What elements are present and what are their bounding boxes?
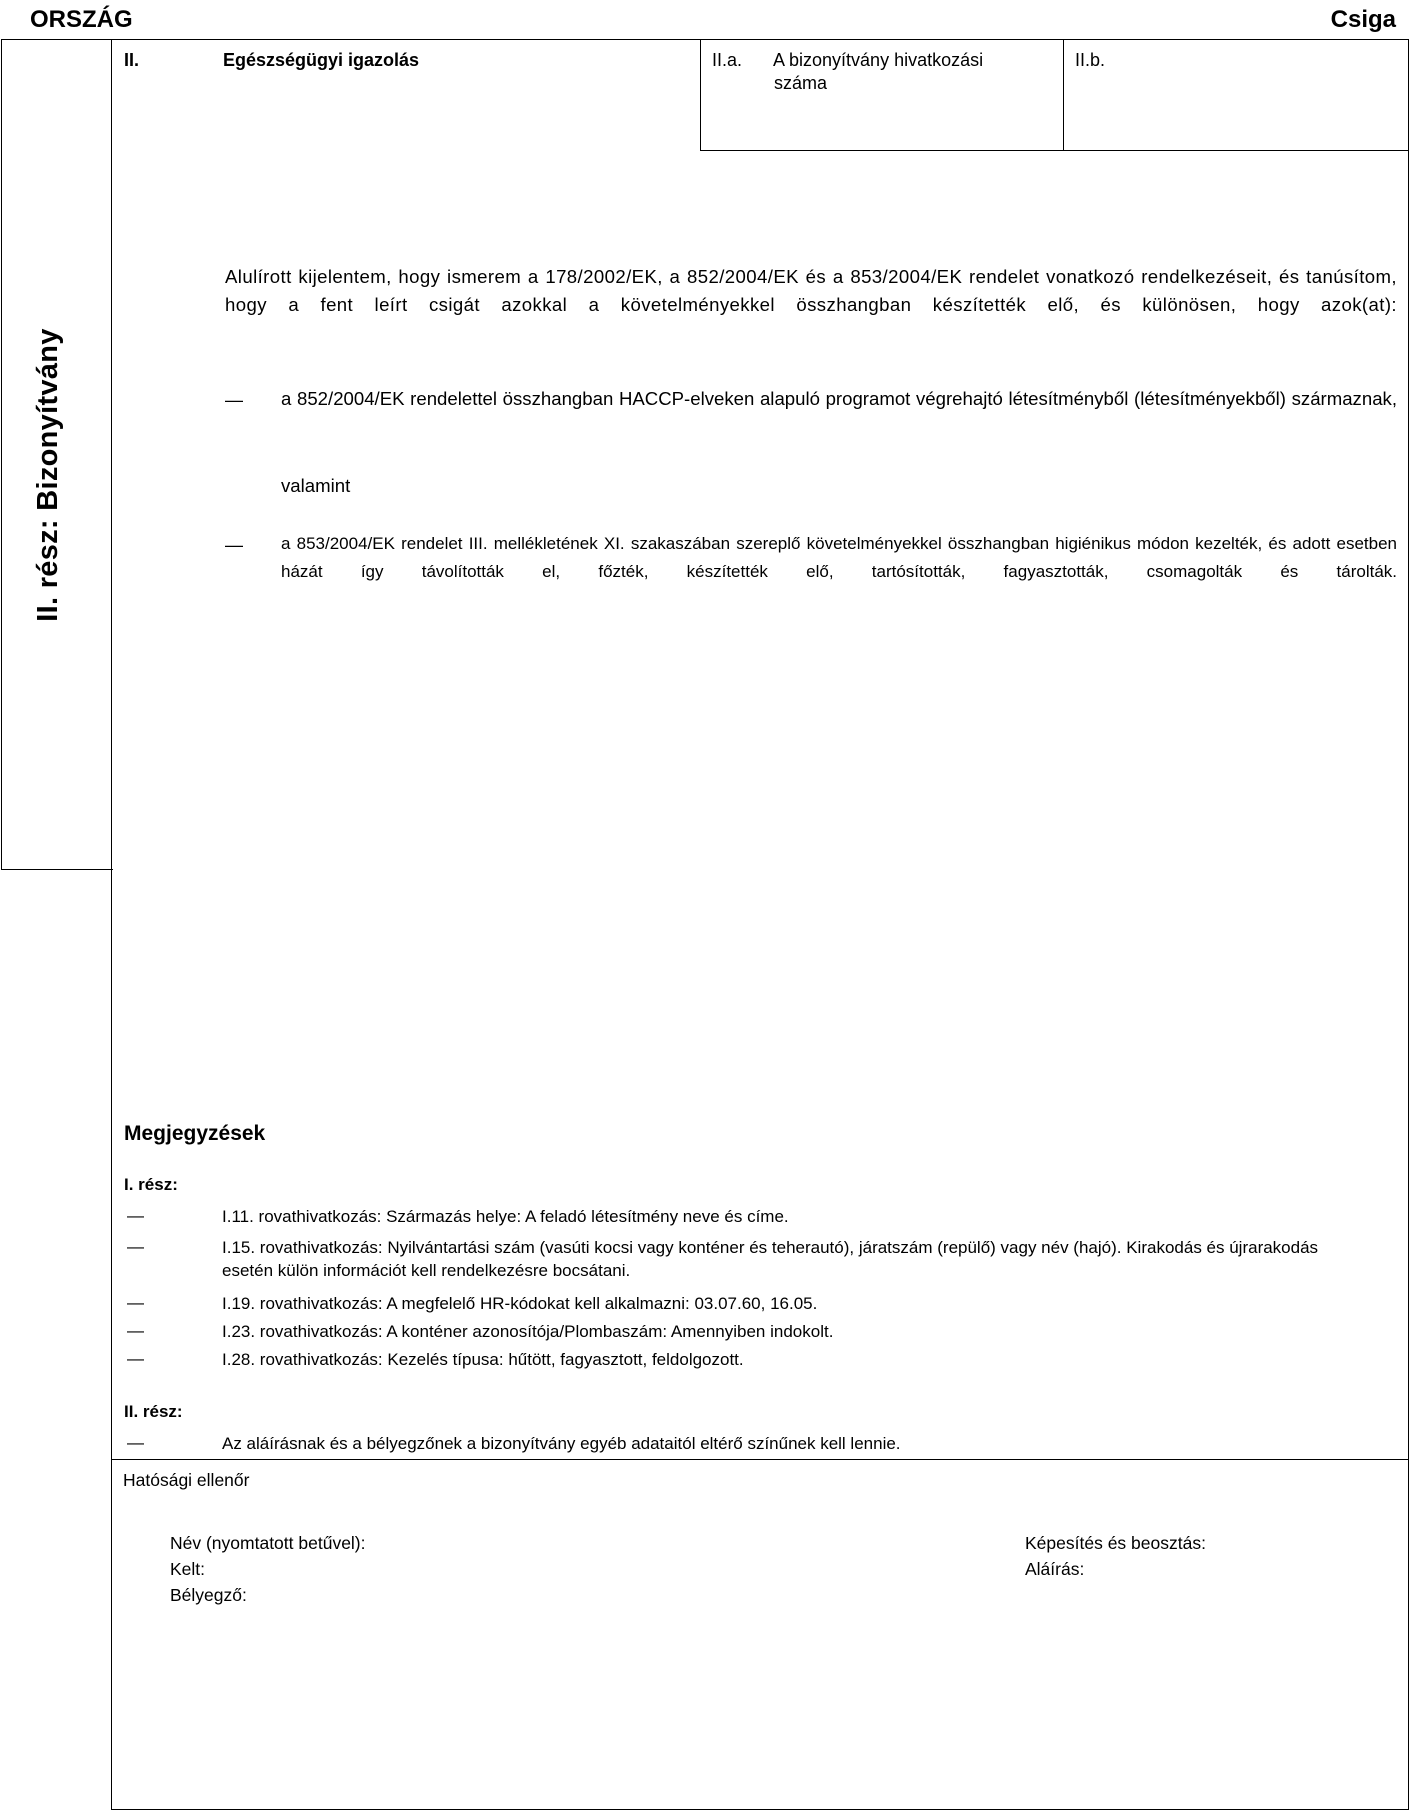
note-dash: —	[127, 1206, 144, 1225]
note-dash: —	[127, 1433, 144, 1452]
stamp-label: Bélyegző:	[170, 1585, 247, 1605]
notes-title: Megjegyzések	[124, 1122, 266, 1145]
inspector-section-divider	[111, 1459, 1409, 1460]
name-label: Név (nyomtatott betűvel):	[170, 1533, 366, 1553]
note-dash: —	[127, 1321, 144, 1340]
qualification-label: Képesítés és beosztás:	[1025, 1533, 1206, 1553]
note-dash: —	[127, 1293, 144, 1312]
date-label: Kelt:	[170, 1559, 206, 1579]
note-dash: —	[127, 1237, 144, 1256]
section-number: II.	[124, 50, 140, 70]
signature-label: Aláírás:	[1025, 1559, 1085, 1579]
product-header: Csiga	[1330, 6, 1396, 33]
certification-item1: a 852/2004/EK rendelettel összhangban HACCP-elveken alapuló programot végrehajtó létesítményből (létesítményekből) származnak,	[281, 388, 1397, 409]
section-title: Egészségügyi igazolás	[223, 50, 420, 70]
note-item-i11: I.11. rovathivatkozás: Származás helye: A feladó létesítmény neve és címe.	[222, 1207, 789, 1226]
top-row-divider-b	[1063, 39, 1064, 151]
certification-item2: a 853/2004/EK rendelet III. mellékletének XI. szakaszában szereplő követelményekkel összhangban higiénikus módon kezelték, és adott esetben házát így távolították el, főzték, készítették elő, tartósították, fagyasztották, csomagolták és tárolták.	[281, 534, 1397, 581]
name-field[interactable]	[400, 1531, 960, 1555]
certification-connector: valamint	[281, 475, 351, 496]
iib-label: II.b.	[1075, 50, 1106, 70]
note-item-i28: I.28. rovathivatkozás: Kezelés típusa: hűtött, fagyasztott, feldolgozott.	[222, 1350, 744, 1369]
signature-field[interactable]	[1100, 1557, 1390, 1581]
top-row-divider-a	[700, 39, 701, 151]
note-item-i23: I.23. rovathivatkozás: A konténer azonosítója/Plombaszám: Amennyiben indokolt.	[222, 1322, 834, 1341]
note-item-i15: I.15. rovathivatkozás: Nyilvántartási szám (vasúti kocsi vagy konténer és teherautó), járatszám (repülő) vagy név (hajó). Kirakodás és újrarakodás esetén külön információt kell rendelkezésre bocsátani.	[222, 1238, 1319, 1280]
qualification-field[interactable]	[1195, 1531, 1395, 1555]
item1-dash: —	[225, 390, 243, 410]
reference-number-field[interactable]	[1200, 60, 1390, 140]
top-row-bottom-line	[700, 150, 1409, 151]
reference-label	[773, 49, 1053, 95]
note-item-i19: I.19. rovathivatkozás: A megfelelő HR-kódokat kell alkalmazni: 03.07.60, 16.05.	[222, 1294, 818, 1313]
certification-intro: Alulírott kijelentem, hogy ismerem a 178/2002/EK, a 852/2004/EK és a 853/2004/EK rendelet vonatkozó rendelkezéseit, és tanúsítom, hogy a fent leírt csigát azokkal a követelményekkel összhangban készítették elő, és különösen, hogy azok(at):	[225, 266, 1397, 315]
note-dash: —	[127, 1349, 144, 1368]
item2-dash: —	[225, 535, 243, 555]
notes-part2-title: II. rész:	[124, 1402, 183, 1421]
inspector-title: Hatósági ellenőr	[123, 1470, 250, 1490]
note-item-part2: Az aláírásnak és a bélyegzőnek a bizonyítvány egyéb adataitól eltérő színűnek kell lennie.	[222, 1434, 901, 1453]
date-field[interactable]	[230, 1557, 790, 1581]
reference-label-line1: A bizonyítvány hivatkozási	[773, 50, 984, 70]
notes-part1-title: I. rész:	[124, 1175, 178, 1194]
country-header: ORSZÁG	[30, 6, 133, 33]
side-part-label: II. rész: Bizonyítvány	[32, 328, 64, 622]
reference-label-line2: száma	[774, 73, 828, 93]
reference-label-number: II.a.	[712, 50, 743, 70]
